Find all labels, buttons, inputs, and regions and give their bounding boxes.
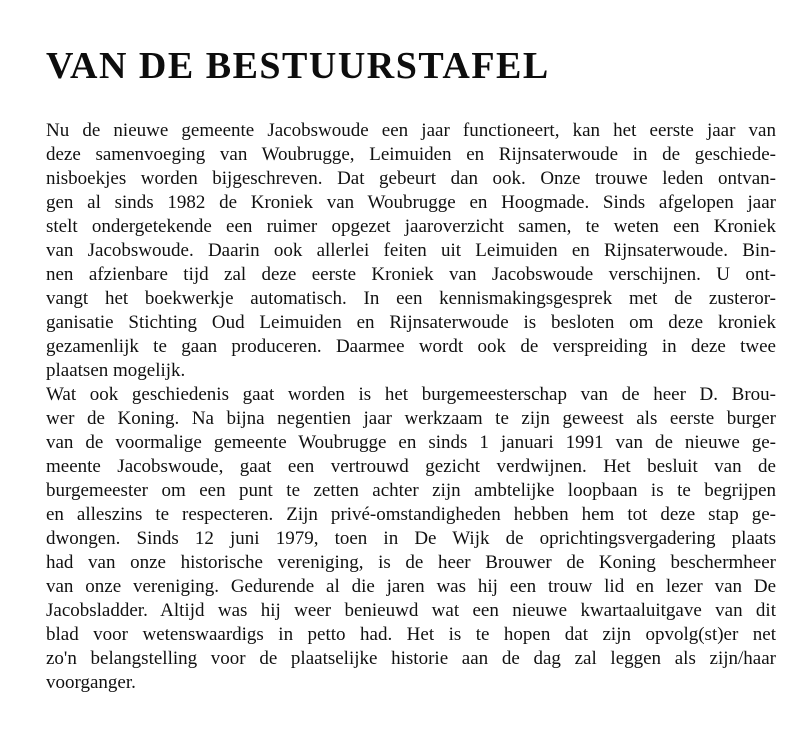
text-line: zo'n belangstelling voor de plaatselijke historie aan de dag zal leggen als zijn/haar — [46, 648, 776, 669]
text-line: dwongen. Sinds 12 juni 1979, toen in De Wijk de oprichtingsvergadering plaats — [46, 528, 776, 549]
text-line: meente Jacobswoude, gaat een vertrouwd gezicht verdwijnen. Het besluit van de — [46, 456, 776, 477]
text-line: van de voormalige gemeente Woubrugge en sinds 1 januari 1991 van de nieuwe ge- — [46, 432, 776, 453]
text-line: en alleszins te respecteren. Zijn privé-omstandigheden hebben hem tot deze stap ge- — [46, 504, 776, 525]
text-line: gen al sinds 1982 de Kroniek van Woubrugge en Hoogmade. Sinds afgelopen jaar — [46, 192, 776, 213]
text-line: Wat ook geschiedenis gaat worden is het burgemeesterschap van de heer D. Brou- — [46, 384, 776, 405]
text-line: deze samenvoeging van Woubrugge, Leimuiden en Rijnsaterwoude in de geschiede- — [46, 144, 776, 165]
text-line: voorganger. — [46, 672, 136, 693]
text-line: stelt ondergetekende een ruimer opgezet jaaroverzicht samen, te weten een Kroniek — [46, 216, 776, 237]
text-line: gezamenlijk te gaan produceren. Daarmee wordt ook de verspreiding in deze twee — [46, 336, 776, 357]
text-line: burgemeester om een punt te zetten achter zijn ambtelijke loopbaan is te begrijpen — [46, 480, 776, 501]
text-line: wer de Koning. Na bijna negentien jaar werkzaam te zijn geweest als eerste burger — [46, 408, 776, 429]
text-line: nen afzienbare tijd zal deze eerste Kroniek van Jacobswoude verschijnen. U ont- — [46, 264, 776, 285]
text-line: van Jacobswoude. Daarin ook allerlei feiten uit Leimuiden en Rijnsaterwoude. Bin- — [46, 240, 776, 261]
paragraph-1 — [46, 119, 776, 383]
text-line: blad voor wetenswaardigs in petto had. Het is te hopen dat zijn opvolg(st)er net — [46, 624, 776, 645]
text-line: Nu de nieuwe gemeente Jacobswoude een jaar functioneert, kan het eerste jaar van — [46, 120, 776, 141]
page-title: VAN DE BESTUURSTAFEL — [46, 45, 550, 87]
text-line: van onze vereniging. Gedurende al die jaren was hij een trouw lid en lezer van De — [46, 576, 776, 597]
text-line: vangt het boekwerkje automatisch. In een kennismakingsgesprek met de zusteror- — [46, 288, 776, 309]
text-line: ganisatie Stichting Oud Leimuiden en Rijnsaterwoude is besloten om deze kroniek — [46, 312, 776, 333]
text-line: plaatsen mogelijk. — [46, 360, 186, 381]
text-line: nisboekjes worden bijgeschreven. Dat gebeurt dan ook. Onze trouwe leden ontvan- — [46, 168, 776, 189]
article-body — [46, 119, 776, 695]
text-line: Jacobsladder. Altijd was hij weer benieuwd wat een nieuwe kwartaaluitgave van dit — [46, 600, 776, 621]
paragraph-2 — [46, 383, 776, 695]
text-line: had van onze historische vereniging, is de heer Brouwer de Koning beschermheer — [46, 552, 776, 573]
